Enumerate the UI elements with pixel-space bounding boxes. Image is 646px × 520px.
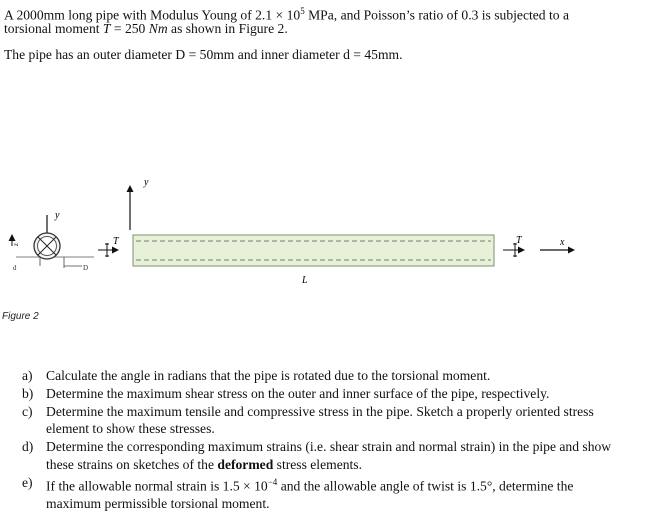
- question-d: [22, 438, 621, 474]
- intro-text: = 250: [110, 21, 149, 36]
- question-text-part: stress elements.: [273, 456, 362, 472]
- question-letter: c): [22, 403, 33, 419]
- question-text-part: and the allowable angle of twist is 1.5°, determine the maximum permissible torsional moment.: [46, 478, 574, 512]
- intro-text: as shown in Figure 2.: [167, 21, 288, 36]
- intro-line-3: The pipe has an outer diameter D = 50mm and inner diameter d = 45mm.: [4, 47, 403, 62]
- cross-section: [12, 210, 94, 272]
- question-letter: d): [22, 439, 34, 455]
- z-axis-label: z: [12, 243, 20, 246]
- question-a: [22, 367, 621, 385]
- inner-diameter-label: d: [13, 264, 17, 272]
- pipe-rectangle: [133, 235, 494, 266]
- strain-exponent: −4: [267, 476, 278, 487]
- question-text: [46, 438, 621, 474]
- torque-right-label: T: [516, 235, 522, 246]
- torque-symbol: T: [102, 21, 111, 36]
- question-text-bold: deformed: [217, 456, 274, 472]
- question-text-part: Determine the corresponding maximum strains (i.e. shear strain and normal strain) in the pipe and show these strains on sketches of the: [46, 439, 612, 472]
- question-c: [22, 403, 621, 439]
- question-text: Determine the maximum tensile and compressive stress in the pipe. Sketch a properly oriented stress element to show these stresses.: [46, 403, 594, 437]
- torque-unit: Nm: [148, 21, 168, 36]
- figure-caption: Figure 2: [2, 311, 39, 322]
- x-axis-label: x: [560, 237, 565, 248]
- question-b: [22, 385, 621, 403]
- question-text: Calculate the angle in radians that the pipe is rotated due to the torsional moment.: [46, 368, 491, 383]
- question-text-part: If the allowable normal strain is 1.5 × 10: [46, 478, 268, 494]
- beam-y-axis-label: y: [144, 177, 149, 188]
- length-label: L: [302, 275, 308, 286]
- question-text: Determine the maximum shear stress on the outer and inner surface of the pipe, respectively.: [46, 385, 550, 401]
- torque-left-label: T: [113, 236, 119, 247]
- y-axis-label: y: [55, 210, 60, 221]
- question-letter: e): [22, 474, 33, 490]
- question-e: [22, 474, 621, 513]
- intro-text: MPa, and Poisson’s ratio of 0.3 is subjected to a: [304, 7, 569, 23]
- question-list: [22, 367, 621, 513]
- intro-text: A 2000mm long pipe with Modulus Young of 2.1 × 10: [4, 7, 301, 23]
- modulus-exponent: 5: [300, 6, 305, 16]
- question-letter: b): [22, 385, 34, 401]
- outer-diameter-label: D: [83, 264, 89, 272]
- question-text: [46, 474, 621, 513]
- pipe-side-view: [98, 177, 573, 286]
- intro-text: torsional moment: [4, 21, 103, 36]
- question-letter: a): [22, 368, 33, 383]
